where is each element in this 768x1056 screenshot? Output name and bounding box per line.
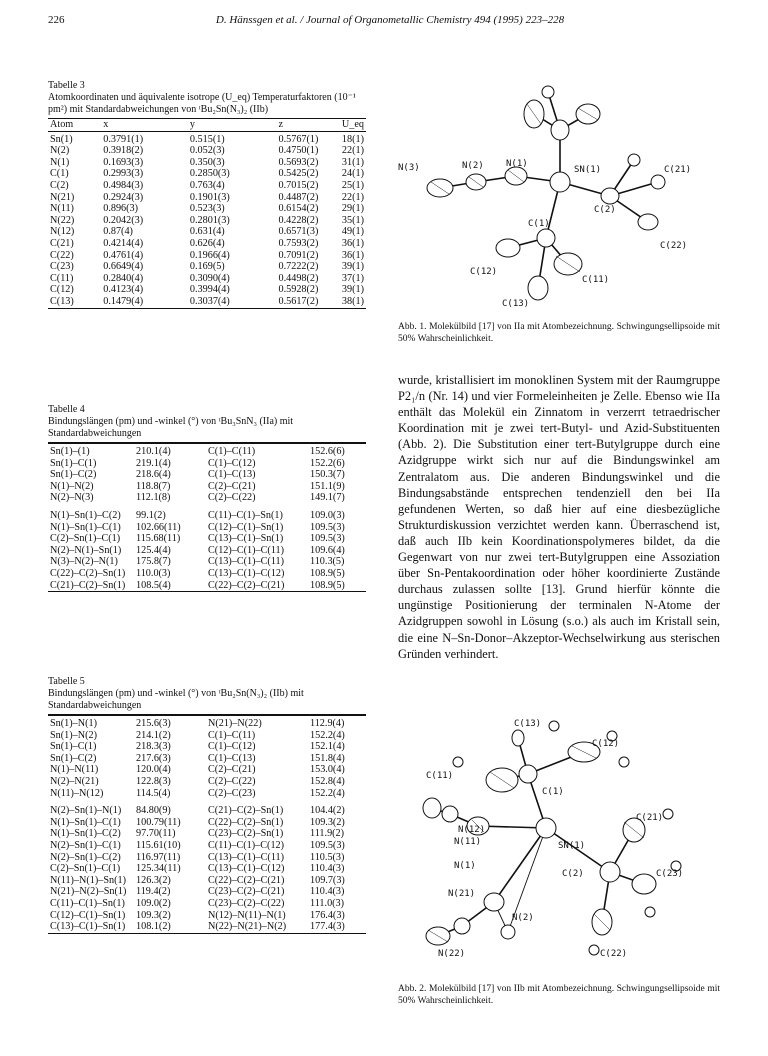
table4-title: Tabelle 4 [48,404,85,415]
table-row [48,741,366,753]
table-cell: 37(1) [341,272,364,284]
table-cell: 151.1(9) [310,480,345,492]
body-text: wurde, kristallisiert im monoklinen System mit der Raumgruppe P2₁/n (Nr. 14) und vier Formeleinheiten je Zelle. Ebenso wie IIa enthält das Molekül ein Zinnatom in verzerrt tetraedrischer Koordination mit je zwei tert-Butyl- und Azid-Substituenten (Abb. 2). Die Substitution einer tert-Butylgruppe durch eine Azidgruppe wirkt sich nur auf die Bindungswinkel am Zentralatom aus. Die anderen Bindungswinkel und die Bindungsabstände entsprechen tendenziell den bei IIa gefundenen Werten, so daß hier auf eine diesbezügliche Strukturdiskussion verzichtet werden kann. Überraschend ist, daß auch IIb kein Koordinationspolymeres bildet, da die Gegenwart von nur zwei tert-Butylgruppen eine Assoziation über Sn-Pentakoordination oder höher koordinierte Zustände durchaus zulassen sollte [13]. Grund hierfür könnte die ungünstige Positionierung der terminalen N-Atome der Azidgruppen sowohl in Lösung (s.o.) als auch im Kristall sein, die eine N–Sn-Donor–Akzeptor-Wechselwirkung aus sterischen Gründen verhindert. [398,373,720,661]
table-cell: N(21)–N(22) [208,718,262,729]
table-cell: N(2)–N(1)–Sn(1) [50,544,122,556]
table-cell: Sn(1)–N(2) [50,729,97,741]
body-paragraph [398,372,720,662]
table-cell: 152.2(4) [310,729,345,741]
figure1-caption: Abb. 1. Molekülbild [17] von IIa mit Atombezeichnung. Schwingungsellipsoide mit 50% Wahrscheinlichkeit. [398,322,720,344]
table-cell: 0.052(3) [189,145,225,157]
table3-header-cell: U_eq [341,119,364,130]
table-cell: C(2)–C(22) [208,492,256,504]
table4 [48,404,366,592]
table-cell: 0.1693(3) [103,156,144,168]
table-cell: C(23) [50,261,74,273]
table-cell: N(21)–N(2)–Sn(1) [50,886,127,898]
table-cell: C(23)–C(2)–Sn(1) [208,828,284,840]
table-row [48,226,366,238]
table-cell: N(2)–N(3) [50,492,94,504]
table-cell: 110.0(3) [136,567,171,579]
table-cell: C(13)–C(1)–C(12) [208,863,285,875]
journal-running-head: D. Hänssgen et al. / Journal of Organometallic Chemistry 494 (1995) 223–228 [215,14,565,26]
table-cell: N(2) [50,145,70,157]
table-cell: 0.626(4) [189,237,225,249]
table-cell: C(11) [50,272,74,284]
table-cell: Sn(1) [50,133,73,145]
table-cell: Sn(1)–C(2) [50,752,97,764]
table-cell: N(11)–N(1)–Sn(1) [50,874,127,886]
table-row [48,580,366,592]
table-cell: 108.1(2) [136,921,171,933]
table-cell: 0.2850(3) [189,168,230,180]
table-cell: N(2)–Sn(1)–C(2) [50,851,121,863]
figure2-ortep [398,716,720,978]
table-cell: 0.5425(2) [278,168,319,180]
table-cell: C(13)–C(1)–C(12) [208,567,285,579]
figure2-label: N(22) [438,949,466,959]
table-cell: 0.1479(4) [103,295,144,307]
table-cell: C(1)–C(12) [208,457,256,469]
table-cell: 210.1(4) [136,446,171,457]
table-row [48,921,366,933]
table-row [48,828,366,840]
table-cell: C(22)–C(2)–Sn(1) [208,816,284,828]
table-cell: 0.7091(2) [278,249,319,261]
table-cell: 0.1966(4) [189,249,230,261]
table-cell: C(2)–Sn(1)–C(1) [50,863,121,875]
figure2-drawing [398,716,720,978]
figure2-label: C(2) [562,869,584,879]
table-row [48,296,366,308]
figure1-label: C(22) [660,241,688,251]
table-cell: 0.5928(2) [278,284,319,296]
table-cell: 0.2042(3) [103,214,144,226]
table-cell: Sn(1)–N(1) [50,718,97,729]
table-cell: Sn(1)–C(1) [50,457,97,469]
table-cell: N(22) [50,214,75,226]
table-cell: 153.0(4) [310,764,345,776]
table-cell: 0.3994(4) [189,284,230,296]
table-cell: 109.0(2) [136,897,171,909]
table-row [48,753,366,765]
table-cell: 215.6(3) [136,718,171,729]
table-row [48,556,366,568]
table-cell: C(21) [50,237,74,249]
table-cell: 111.0(3) [310,897,345,909]
table-cell: N(1) [50,156,70,168]
table-cell: Sn(1)–C(1) [50,741,97,753]
table-cell: 100.79(11) [136,816,181,828]
table-cell: C(2)–C(22) [208,775,256,787]
figure2-label: N(11) [454,837,482,847]
figure1-drawing [398,78,720,318]
table-row [48,764,366,776]
table-cell: C(13)–C(1)–Sn(1) [208,533,284,545]
table-cell: 109.5(3) [310,521,345,533]
table-cell: 111.9(2) [310,828,345,840]
table-cell: 110.3(5) [310,556,345,568]
table-cell: C(2)–C(21) [208,764,256,776]
table-cell: 84.80(9) [136,805,171,817]
table-cell: C(1) [50,168,69,180]
table-row [48,180,366,192]
table-cell: 109.7(3) [310,874,345,886]
table-cell: C(12)–C(1)–Sn(1) [208,521,284,533]
table-cell: C(22)–C(2)–C(21) [208,874,285,886]
table-cell: C(13)–C(1)–C(11) [208,556,285,568]
table-cell: 126.3(2) [136,874,171,886]
table-row [48,250,366,262]
table-row [48,168,366,180]
figure1-label: N(1) [506,159,528,169]
table-cell: N(12) [50,226,75,238]
table-cell: 22(1) [341,145,364,157]
table-row [48,898,366,910]
table5-caption: Bindungslängen (pm) und -winkel (°) von ᵗBu₂Sn(N₃)₂ (IIb) mit Standardabweichungen [48,688,304,711]
table-cell: C(1)–C(12) [208,741,256,753]
table-cell: 149.1(7) [310,492,345,504]
table-cell: N(11) [50,203,74,215]
table-cell: C(2)–C(23) [208,787,256,799]
table-cell: 0.4487(2) [278,191,319,203]
table-cell: N(1)–Sn(1)–C(1) [50,521,121,533]
table-cell: 109.6(4) [310,544,345,556]
table-cell: 109.3(2) [136,909,171,921]
table-cell: 24(1) [341,168,364,180]
table-cell: 151.8(4) [310,752,345,764]
figure1-ortep [398,78,720,318]
table-cell: 114.5(4) [136,787,171,799]
table-row [48,238,366,250]
table-cell: 97.70(11) [136,828,176,840]
table-cell: 0.515(1) [189,133,225,145]
table-cell: 0.4214(4) [103,237,144,249]
table-cell: 152.2(4) [310,787,345,799]
table-cell: 152.6(6) [310,446,345,457]
table-row [48,522,366,534]
table-cell: N(12)–N(11)–N(1) [208,909,286,921]
figure1-label: C(2) [594,205,616,215]
table-row [48,863,366,875]
figure1-label: C(21) [664,165,692,175]
table-row [48,458,366,470]
table-cell: C(11)–C(1)–C(12) [208,839,285,851]
table-cell: 108.9(5) [310,579,345,591]
table-row [48,875,366,887]
table-cell: 0.3791(1) [103,133,144,145]
table-cell: 0.7593(2) [278,237,319,249]
table-row [48,852,366,864]
table-cell: C(1)–C(13) [208,752,256,764]
table-cell: 119.4(2) [136,886,171,898]
table-row [48,203,366,215]
table-row [48,273,366,285]
figure1-label: SN(1) [574,165,602,175]
table5 [48,676,366,934]
table-cell: 0.523(3) [189,203,225,215]
table-cell: C(2)–C(21) [208,480,256,492]
figure1-label: N(2) [462,161,484,171]
figure2-label: N(1) [454,861,476,871]
table-cell: 217.6(3) [136,752,171,764]
table-cell: 152.2(6) [310,457,345,469]
table-cell: 108.5(4) [136,579,171,591]
table-cell: 0.4498(2) [278,272,319,284]
figure1-label: C(13) [502,299,530,309]
table-row [48,886,366,898]
table-cell: C(12) [50,284,74,296]
table-row [48,910,366,922]
table-row [48,444,366,458]
figure2-caption: Abb. 2. Molekülbild [17] von IIb mit Atombezeichnung. Schwingungsellipsoide mit 50% Wahrscheinlichkeit. [398,984,720,1006]
table-cell: C(22)–C(2)–C(21) [208,579,285,591]
table-cell: C(1)–C(13) [208,469,256,481]
table-cell: C(23)–C(2)–C(22) [208,897,285,909]
table-row [48,545,366,557]
table-row [48,716,366,730]
table-cell: 31(1) [341,156,364,168]
table5-caption-block [48,676,366,712]
figure2-label: C(21) [636,813,664,823]
table-cell: C(22) [50,249,74,261]
figure2-label: C(23) [656,869,684,879]
table-cell: 0.350(3) [189,156,225,168]
table-cell: C(22)–C(2)–Sn(1) [50,567,126,579]
figure1-label: C(12) [470,267,498,277]
table-cell: 0.763(4) [189,179,225,191]
table4-caption-block [48,404,366,440]
figure1-label: C(11) [582,275,610,285]
table5-title: Tabelle 5 [48,676,85,687]
table3-caption: Atomkoordinaten und äquivalente isotrope (U_eq) Temperaturfaktoren (10⁻¹ pm²) mit Standardabweichungen von ᵗBu₂Sn(N₃)₂ (IIb) [48,92,356,115]
table3-title: Tabelle 3 [48,80,85,91]
table-cell: 152.8(4) [310,775,345,787]
table-cell: 0.5767(1) [278,133,319,145]
table-cell: 112.9(4) [310,718,345,729]
table-cell: C(11)–C(1)–Sn(1) [208,509,283,521]
table3-header-cell: z [278,119,284,130]
table-row [48,215,366,227]
table3 [48,80,366,309]
table-cell: C(13) [50,295,74,307]
table-cell: C(1)–C(11) [208,729,256,741]
table-cell: 214.1(2) [136,729,171,741]
table-cell: 36(1) [341,249,364,261]
table-cell: N(1)–N(11) [50,764,99,776]
table-cell: 0.896(3) [103,203,139,215]
table-cell: N(1)–N(2) [50,480,94,492]
table-cell: 109.5(3) [310,533,345,545]
table-cell: N(2)–N(21) [50,775,99,787]
table-row [48,568,366,580]
figure2-label: N(12) [458,825,486,835]
table-cell: 0.4984(3) [103,179,144,191]
table-row [48,817,366,829]
table-row [48,481,366,493]
table-cell: N(1)–Sn(1)–C(1) [50,816,121,828]
figure2-label: SN(1) [558,841,586,851]
table-row [48,469,366,481]
table-cell: N(11)–N(12) [50,787,104,799]
figure2-label: N(21) [448,889,476,899]
table3-header-cell: x [103,119,109,130]
table-cell: 110.4(3) [310,863,345,875]
table-cell: 36(1) [341,237,364,249]
table-cell: 0.5617(2) [278,295,319,307]
table3-header-cell: Atom [50,119,74,130]
table-cell: N(1)–Sn(1)–C(2) [50,828,121,840]
table-cell: 18(1) [341,133,364,145]
table-cell: 120.0(4) [136,764,171,776]
table-cell: 0.631(4) [189,226,225,238]
table-cell: 150.3(7) [310,469,345,481]
table-row [48,533,366,545]
page-header [48,14,732,32]
table-cell: N(1)–Sn(1)–C(2) [50,509,121,521]
table-cell: 0.2840(4) [103,272,144,284]
figure2-label: N(2) [512,913,534,923]
table-cell: 0.2801(3) [189,214,230,226]
table-cell: 39(1) [341,261,364,273]
table-row [48,145,366,157]
table-cell: 0.2924(3) [103,191,144,203]
table-row [48,776,366,788]
table-cell: 125.4(4) [136,544,171,556]
table3-caption-block [48,80,366,116]
table4-caption: Bindungslängen (pm) und -winkel (°) von ᵗBu₃SnN₃ (IIa) mit Standardabweichungen [48,416,294,439]
table-cell: 116.97(11) [136,851,181,863]
table4-grid [48,442,366,592]
table-row [48,730,366,742]
table-cell: 0.4761(4) [103,249,144,261]
table-cell: 39(1) [341,284,364,296]
table-cell: 125.34(11) [136,863,181,875]
table-cell: 115.61(10) [136,839,181,851]
table-cell: N(21) [50,191,75,203]
table-cell: N(2)–Sn(1)–N(1) [50,805,122,817]
table-cell: 177.4(3) [310,921,345,933]
figure1-label: N(3) [398,163,420,173]
table-cell: 109.5(3) [310,839,345,851]
figure2-label: C(13) [514,719,542,729]
table-row [48,510,366,522]
table-cell: 0.7015(2) [278,179,319,191]
table-cell: C(21)–C(2)–Sn(1) [50,579,126,591]
table-cell: C(12)–C(1)–C(11) [208,544,285,556]
table-row [48,131,366,145]
figure2-label: C(11) [426,771,454,781]
table-cell: 0.6649(4) [103,261,144,273]
table-cell: 118.8(7) [136,480,171,492]
table-row [48,157,366,169]
table-cell: 122.8(3) [136,775,171,787]
table-cell: 109.3(2) [310,816,345,828]
table-cell: C(2) [50,179,69,191]
table-cell: N(2)–Sn(1)–C(1) [50,839,121,851]
table-cell: C(23)–C(2)–C(21) [208,886,285,898]
table-row [48,492,366,504]
table-cell: 35(1) [341,214,364,226]
table-cell: N(22)–N(21)–N(2) [208,921,287,933]
figure2-label: C(22) [600,949,628,959]
table-cell: C(12)–C(1)–Sn(1) [50,909,126,921]
table-cell: 0.87(4) [103,226,133,238]
table-cell: 110.5(3) [310,851,345,863]
figure2-label: C(12) [592,739,620,749]
figure2-label: C(1) [542,787,564,797]
table-cell: 115.68(11) [136,533,181,545]
table-cell: 152.1(4) [310,741,345,753]
table-row [48,788,366,800]
table-cell: 0.4750(1) [278,145,319,157]
page-number: 226 [48,14,65,26]
table-cell: 112.1(8) [136,492,171,504]
table-row [48,192,366,204]
table-cell: C(21)–C(2)–Sn(1) [208,805,284,817]
table-row [48,284,366,296]
table-cell: C(11)–C(1)–Sn(1) [50,897,125,909]
table-row [48,261,366,273]
table-cell: 0.4228(2) [278,214,319,226]
table-row [48,805,366,817]
table-cell: 104.4(2) [310,805,345,817]
table-cell: 218.3(3) [136,741,171,753]
table-cell: Sn(1)–(1) [50,446,90,457]
table-cell: 0.3037(4) [189,295,230,307]
table-cell: 49(1) [341,226,364,238]
table-cell: 0.169(5) [189,261,225,273]
table-cell: 22(1) [341,191,364,203]
table5-grid [48,714,366,934]
table-cell: C(13)–C(1)–Sn(1) [50,921,126,933]
table-cell: 102.66(11) [136,521,181,533]
table-cell: 0.7222(2) [278,261,319,273]
figure1-label: C(1) [528,219,550,229]
table-cell: 0.4123(4) [103,284,144,296]
table-cell: 0.1901(3) [189,191,230,203]
table-row [48,840,366,852]
table-cell: 108.9(5) [310,567,345,579]
table-cell: C(13)–C(1)–C(11) [208,851,285,863]
table-cell: 0.6571(3) [278,226,319,238]
table-cell: 0.3918(2) [103,145,144,157]
table-cell: 38(1) [341,295,364,307]
table3-grid [48,118,366,309]
table-cell: 219.1(4) [136,457,171,469]
table-cell: C(2)–Sn(1)–C(1) [50,533,121,545]
table-cell: 0.6154(2) [278,203,319,215]
table-cell: 29(1) [341,203,364,215]
table-cell: 99.1(2) [136,509,166,521]
table-cell: 0.2993(3) [103,168,144,180]
table-cell: N(3)–N(2)–N(1) [50,556,118,568]
table-cell: 175.8(7) [136,556,171,568]
table-cell: 0.3090(4) [189,272,230,284]
table-cell: 25(1) [341,179,364,191]
table-cell: 110.4(3) [310,886,345,898]
table3-header-cell: y [189,119,195,130]
table-cell: 109.0(3) [310,509,345,521]
table-cell: 218.6(4) [136,469,171,481]
table-cell: 176.4(3) [310,909,345,921]
table-cell: C(1)–C(11) [208,446,256,457]
table-cell: Sn(1)–C(2) [50,469,97,481]
table-cell: 0.5693(2) [278,156,319,168]
